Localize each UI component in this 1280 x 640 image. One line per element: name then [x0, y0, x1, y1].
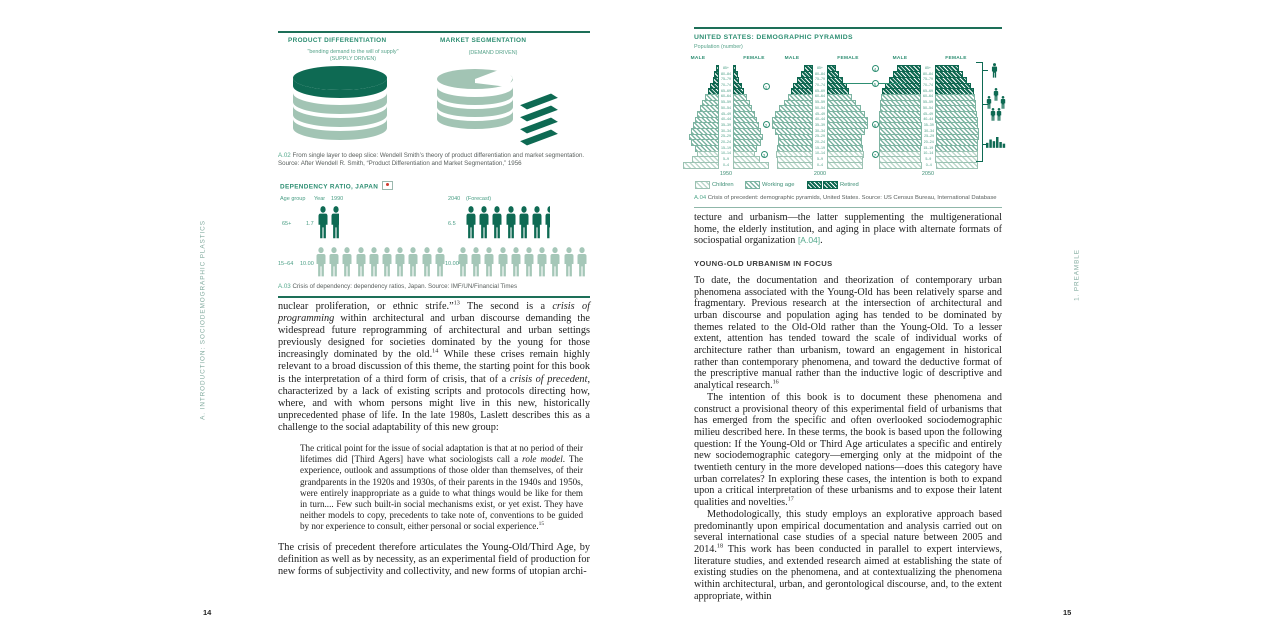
age-group-label: 25–29: [721, 134, 731, 139]
annotation-marker: 5: [872, 80, 879, 87]
legend-item: Retired: [808, 182, 859, 188]
female-bar: [734, 101, 749, 106]
female-bar: [936, 78, 966, 83]
figure-a04: [690, 32, 1002, 212]
right-column: [690, 0, 1002, 640]
age-group-label: 30–34: [815, 128, 825, 133]
col-label: 1990: [331, 196, 344, 202]
pyramid-row: [772, 163, 868, 169]
female-bar: [828, 118, 867, 123]
female-label: FEMALE: [743, 56, 765, 61]
col-label: Age group: [280, 196, 306, 202]
single-person-icon: [991, 63, 998, 78]
person-silhouette-icon: [491, 206, 503, 239]
female-bar: [828, 140, 861, 145]
age-group-label: 55–59: [815, 100, 825, 105]
age-group-label: 65–69: [923, 88, 933, 93]
working-age-swatch: [746, 182, 759, 188]
bracket-line: [982, 62, 983, 162]
female-bar: [734, 84, 741, 89]
row-value: 10.00: [300, 261, 314, 267]
male-bar: [698, 112, 718, 117]
female-bar: [937, 123, 978, 128]
male-bar: [898, 66, 920, 71]
age-group-label: 60–64: [923, 94, 933, 99]
top-rule-left: [278, 31, 590, 33]
person-silhouette-icon: [457, 247, 469, 277]
legend-item: Working age: [746, 182, 794, 188]
age-group-label: 55–59: [923, 100, 933, 105]
male-bar: [883, 89, 920, 94]
female-bar: [828, 66, 835, 71]
female-bar: [937, 135, 978, 140]
female-bar: [734, 146, 756, 151]
male-label: MALE: [892, 56, 908, 61]
male-bar: [880, 129, 921, 134]
page-right: [640, 0, 1280, 640]
age-group-label: 60–64: [721, 94, 731, 99]
female-bar: [936, 72, 962, 77]
female-bar: [936, 84, 970, 89]
figure-caption: [694, 195, 997, 203]
age-group-label: 50–54: [815, 105, 825, 110]
caption-label: A.03: [278, 283, 291, 290]
age-group-label: 65–69: [815, 88, 825, 93]
age-group-label: 50–54: [923, 105, 933, 110]
age-group-label: 60–64: [815, 94, 825, 99]
age-group-label: 35–39: [815, 122, 825, 127]
caption-text: Crisis of dependency: dependency ratios, Japan. Source: IMF/UN/Financial Times: [292, 283, 518, 290]
male-bar: [690, 135, 718, 140]
female-bar: [828, 72, 838, 77]
person-silhouette-icon: [483, 247, 495, 277]
female-bar: [936, 101, 975, 106]
figure-subtitle: (DEMAND DRIVEN): [468, 50, 518, 56]
left-column: [278, 0, 590, 640]
male-label: MALE: [690, 56, 706, 61]
female-label: FEMALE: [945, 56, 967, 61]
person-silhouette-icon: [505, 206, 517, 239]
person-silhouette-icon: [523, 247, 535, 277]
figure-title: MARKET SEGMENTATION: [440, 37, 527, 44]
col-label: 2040: [448, 196, 461, 202]
row-label: 65+: [282, 221, 292, 227]
male-bar: [692, 140, 718, 145]
bracket-tick: [976, 161, 983, 162]
age-group-label: 10–14: [815, 151, 825, 156]
male-bar: [776, 112, 812, 117]
male-bar: [890, 78, 920, 83]
person-silhouette-icon: [381, 247, 393, 277]
row-value: 6.5: [448, 221, 456, 227]
pyramid-row: [880, 163, 976, 169]
male-bar: [880, 118, 920, 123]
male-bar: [785, 101, 812, 106]
female-bar: [734, 95, 746, 100]
children-swatch: [696, 182, 709, 188]
female-bar: [828, 135, 861, 140]
age-group-label: 40–44: [815, 117, 825, 122]
female-bar: [828, 152, 863, 157]
female-bar: [734, 66, 735, 71]
age-group-label: 20–24: [815, 139, 825, 144]
age-group-label: 10–14: [923, 151, 934, 156]
person-silhouette-icon: [465, 206, 477, 239]
figure-title: DEPENDENCY RATIO, JAPAN: [280, 181, 393, 191]
people-group-icon: [996, 108, 1002, 121]
age-group-label: 5–9: [817, 157, 823, 161]
figure-bottom-rule: [278, 296, 590, 298]
female-bar: [734, 89, 743, 94]
male-bar: [776, 129, 812, 134]
person-silhouette-icon: [394, 247, 406, 277]
partial-person-silhouette-icon: [330, 206, 338, 239]
male-bar: [798, 78, 812, 83]
male-bar: [703, 101, 718, 106]
female-bar: [828, 106, 860, 111]
male-bar: [886, 84, 920, 89]
col-label: (Forecast): [466, 196, 492, 202]
retired-swatch: [808, 182, 821, 188]
age-group-label: 80–84: [923, 71, 933, 76]
male-bar: [684, 163, 718, 168]
male-bar: [709, 89, 718, 94]
male-bar: [881, 101, 920, 106]
male-bar: [711, 84, 718, 89]
paragraph: To date, the documentation and theorization of contemporary urban phenomena associated with the Young-Old has been relatively sparse and fragmentary. Previous research at the intersection of architectural and urban discourse and population aging has tended to be dominated by themes related to the Old-Old rather than the Young-Old. To a lesser extent, attention has tended toward the scale of individual works of architecture rather than urbanism, toward an engagement in historical rather than contemporary phenomena, and toward the deductive format of the prescriptive manual rather than the inductive logic of descriptive and analytical research.$^{16}$: [694, 274, 1002, 392]
person-silhouette-icon: [317, 206, 329, 239]
female-bar: [936, 106, 975, 111]
male-bar: [880, 123, 921, 128]
age-group-label: 55–59: [721, 100, 731, 105]
female-bar: [734, 135, 762, 140]
male-bar: [779, 135, 812, 140]
block-quote: The critical point for the issue of social adaptation is that at no period of their lifetimes did [Third Agers] have what sociologists call a role model. The experience, outlook and assumptions of those older than themselves, of their grandparents in the 1920s and 1930s, of their parents in the 1940s and 1950s, were entirely inappropriate as a guide to what things would be like for them in turn.... Few such built-in social mechanisms exist, or yet exist. They have neither models to copy, precedents to take note of, conventions to be guided by nor experience to consult, either personal or social experience.$^{15}$: [300, 443, 584, 532]
female-bar: [937, 140, 978, 145]
year-label: 2000: [813, 171, 827, 177]
male-bar: [880, 135, 921, 140]
female-bar: [936, 112, 976, 117]
male-bar: [880, 152, 920, 157]
age-group-label: 75–79: [923, 77, 933, 82]
age-group-label: 5–9: [723, 157, 729, 161]
female-bar: [937, 163, 978, 168]
age-group-label: 45–49: [721, 111, 731, 116]
female-bar: [734, 152, 754, 157]
bracket-tick: [976, 62, 983, 63]
annotation-marker: 2: [763, 121, 770, 128]
female-bar: [936, 152, 976, 157]
age-group-label: 0–4: [925, 162, 932, 167]
person-silhouette-icon: [563, 247, 575, 277]
age-group-label: 35–39: [923, 122, 934, 127]
male-bar: [880, 157, 920, 162]
female-bar: [828, 78, 842, 83]
annotation-marker: 7: [872, 151, 879, 158]
legend: [694, 182, 1002, 192]
demographic-pyramids: [690, 56, 1002, 180]
male-bar: [696, 118, 718, 123]
age-group-label: 30–34: [721, 128, 731, 133]
figure-title: PRODUCT DIFFERENTIATION: [288, 37, 387, 44]
female-bar: [734, 78, 738, 83]
female-bar: [828, 129, 864, 134]
male-bar: [805, 66, 812, 71]
age-group-label: 70–74: [923, 83, 933, 88]
chapter-side-label: A. INTRODUCTION: SOCIODEMOGRAPHIC PLASTICS: [199, 220, 207, 420]
female-bar: [734, 118, 756, 123]
pictogram-group-1564-1990: [315, 247, 447, 277]
female-bar: [734, 123, 758, 128]
age-group-label: 40–44: [721, 117, 731, 122]
page-number-left: 14: [203, 608, 212, 617]
paragraph: Methodologically, this study employs an explorative approach based predominantly upon empirical documentation and analysis carried out on several international case studies of a special nature between 2005 and 2014.18 This work has been conducted in parallel to expert interviews, literature studies, and extended research aimed at establishing the state of existing studies on the phenomena, and at contextualizing the phenomena within architectural, urban, and gerontological discourse, and, to the extent appropriate, within: [694, 508, 1002, 602]
male-bar: [880, 146, 920, 151]
annotation-marker: 6: [872, 121, 879, 128]
female-bar: [734, 129, 760, 134]
year-label: 2050: [921, 171, 935, 177]
male-bar: [802, 72, 812, 77]
age-group-label: 20–24: [721, 139, 731, 144]
annotation-marker: 3: [761, 151, 768, 158]
person-silhouette-icon: [478, 206, 490, 239]
female-bar: [828, 84, 846, 89]
age-group-label: 0–4: [723, 162, 729, 167]
figure-subtitle: "bending demand to the will of supply": [307, 49, 399, 55]
female-bar: [734, 112, 754, 117]
section-heading: YOUNG-OLD URBANISM IN FOCUS: [694, 259, 833, 269]
person-silhouette-icon: [315, 247, 327, 277]
female-bar: [734, 163, 768, 168]
age-group-label: 65–69: [721, 88, 731, 93]
legend-item: Children: [696, 182, 734, 188]
figure-a02: [278, 35, 590, 177]
pictogram-group-65plus-2040: [465, 206, 551, 239]
row-label: 15–64: [278, 261, 294, 267]
person-silhouette-icon: [421, 247, 433, 277]
person-silhouette-icon: [434, 247, 446, 277]
male-bar: [894, 72, 920, 77]
female-bar: [936, 118, 976, 123]
age-group-label: 25–29: [924, 134, 935, 139]
age-group-label: 80–84: [815, 71, 825, 76]
female-bar: [828, 123, 867, 128]
female-label: FEMALE: [837, 56, 859, 61]
male-bar: [692, 129, 718, 134]
age-group-label: 85+: [816, 66, 824, 70]
female-bar: [828, 112, 864, 117]
male-bar: [778, 146, 812, 151]
male-bar: [773, 118, 812, 123]
female-bar: [936, 157, 976, 162]
partial-person-silhouette-icon: [544, 206, 550, 239]
male-bar: [706, 95, 718, 100]
paragraph: The crisis of precedent therefore articulates the Young-Old/Third Age, by definition as well as by necessity, as an experimental field of production for new forms of subjectivity and collectivity, and new forms of utopian archi-: [278, 541, 590, 577]
age-group-label: 35–39: [721, 122, 731, 127]
male-bar: [777, 152, 812, 157]
age-group-label: 50–54: [721, 105, 731, 110]
age-group-label: 80–84: [721, 71, 731, 76]
paragraph: tecture and urbanism—the latter supplementing the multigenerational home, the elderly institution, and aging in place with alternate formats of sociospatial organization [A.04].: [694, 212, 1002, 247]
male-bar: [693, 157, 718, 162]
caption-text: From single layer to deep slice: Wendell Smith’s theory of product differentiation and market segmentation. Source: After Wendell R. Smith, “Product Differentiation and Market Segmentation,” 1956: [278, 152, 585, 167]
person-silhouette-icon: [518, 206, 530, 239]
female-bar: [937, 129, 978, 134]
male-bar: [701, 106, 718, 111]
female-bar: [828, 101, 855, 106]
age-group-label: 70–74: [815, 83, 825, 88]
age-group-label: 20–24: [923, 139, 934, 144]
caption-label: A.04: [694, 195, 707, 201]
person-silhouette-icon: [576, 247, 588, 277]
male-bar: [779, 140, 812, 145]
age-group-label: 10–14: [721, 151, 731, 156]
page-number-right: 15: [1063, 608, 1072, 617]
female-bar: [734, 140, 760, 145]
female-bar: [828, 163, 862, 168]
male-bar: [778, 157, 812, 162]
japan-flag-icon: [382, 181, 393, 190]
male-bar: [694, 123, 718, 128]
male-bar: [778, 163, 812, 168]
year-label: 1950: [719, 171, 733, 177]
female-bar: [936, 146, 976, 151]
male-bar: [789, 95, 812, 100]
retired-swatch: [824, 182, 837, 188]
age-group-label: 45–49: [815, 111, 825, 116]
person-silhouette-icon: [355, 247, 367, 277]
person-silhouette-icon: [531, 206, 543, 239]
paragraph: nuclear proliferation, or ethnic strife.”$^{13}$ The second is a crisis of programming within architectural and urban discourse demanding the widespread future reprogramming of architectural and urban settings previously designed for societies dominated by the young for those increasingly dominated by the old.$^{14}$ While these crises remain highly relevant to a broad discussion of this theme, the starting point for this book is the interpretation of a third form of crisis, that of a crisis of precedent, characterized by a lack of existing scripts and protocols directing how, where, and with whom persons might live in this new, historically unprecedented phase of life. In the late 1980s, Laslett describes this as a challenge to the social adaptability of this new group:: [278, 299, 591, 433]
age-group-label: 45–49: [923, 111, 933, 116]
body-text-left: [278, 301, 590, 578]
person-silhouette-icon: [407, 247, 419, 277]
female-bar: [936, 95, 974, 100]
female-bar: [936, 89, 973, 94]
age-group-label: 15–19: [923, 145, 934, 150]
person-silhouette-icon: [497, 247, 509, 277]
figure-a03: [278, 179, 590, 301]
age-group-label: 75–79: [815, 77, 825, 82]
female-bar: [936, 66, 958, 71]
row-value: 10.00: [445, 261, 459, 267]
male-bar: [881, 106, 920, 111]
pictogram-group-1564-2040: [457, 247, 589, 277]
age-group-label: 5–9: [925, 157, 932, 161]
bracket-tick: [982, 70, 988, 71]
female-bar: [828, 146, 862, 151]
male-bar: [880, 112, 920, 117]
paragraph: The intention of this book is to document these phenomena and construct a provisional theory of this experimental field of urbanisms that has emerged from the specific and often overlooked sociodemographic milieu described here. In these terms, the book is based upon the following question: If the Young-Old or Third Age articulates a specific and entirely new sociodemographic category—emerging only at the midpoint of the twentieth century in the more developed nations—does this category have urban correlates? In exploring these cases, the intention is both to expand upon a critical interpretation of these urbanisms and to expose their latent qualities and novelties.$^{17}$: [694, 391, 1002, 509]
person-silhouette-icon: [470, 247, 482, 277]
age-group-label: 40–44: [923, 117, 934, 122]
male-bar: [792, 89, 812, 94]
figure-caption: [278, 152, 590, 167]
female-bar: [734, 157, 759, 162]
person-silhouette-icon: [368, 247, 380, 277]
person-silhouette-icon: [341, 247, 353, 277]
age-group-label: 70–74: [721, 83, 731, 88]
annotation-marker: 4: [872, 65, 879, 72]
cylinder-diagram: [278, 65, 590, 147]
person-silhouette-icon: [510, 247, 522, 277]
age-group-label: 30–34: [924, 128, 935, 133]
caption-label: A.02: [278, 152, 291, 159]
person-silhouette-icon: [549, 247, 561, 277]
age-group-label: 85+: [722, 66, 730, 70]
male-bar: [780, 106, 812, 111]
person-silhouette-icon: [536, 247, 548, 277]
pyramid-row: [678, 163, 774, 169]
male-bar: [880, 163, 921, 168]
female-bar: [734, 72, 737, 77]
annotation-marker: 1: [763, 83, 770, 90]
figure-caption: [278, 283, 517, 291]
female-bar: [828, 95, 851, 100]
age-group-label: 25–29: [815, 134, 825, 139]
age-group-label: 75–79: [721, 77, 731, 82]
people-group-icon: [993, 88, 999, 101]
male-bar: [794, 84, 812, 89]
row-value: 1.7: [306, 221, 314, 227]
age-group-label: 0–4: [817, 162, 823, 167]
chapter-side-label: 1. PREAMBLE: [1073, 249, 1081, 301]
population-bars-icon: [986, 136, 1006, 148]
female-bar: [828, 157, 862, 162]
body-text-right: [694, 212, 1002, 603]
female-bar: [734, 106, 751, 111]
top-rule-right: [694, 27, 1002, 29]
male-bar: [882, 95, 920, 100]
male-bar: [696, 146, 718, 151]
age-group-label: 85+: [924, 66, 932, 70]
age-group-label: 15–19: [721, 145, 731, 150]
person-silhouette-icon: [328, 247, 340, 277]
male-bar: [880, 140, 921, 145]
figure-subtitle: (SUPPLY DRIVEN): [329, 56, 377, 62]
figure-subtitle: Population (number): [694, 44, 743, 50]
figure-bottom-rule: [694, 207, 1002, 208]
male-bar: [698, 152, 718, 157]
male-label: MALE: [784, 56, 800, 61]
male-bar: [773, 123, 812, 128]
figure-title: UNITED STATES: DEMOGRAPHIC PYRAMIDS: [694, 34, 853, 41]
pictogram-group-65plus-1990: [317, 206, 340, 239]
age-group-label: 15–19: [815, 145, 825, 150]
col-label: Year: [314, 196, 326, 202]
female-bar: [828, 89, 848, 94]
caption-text: Crisis of precedent: demographic pyramids, United States. Source: US Census Bureau, International Database: [707, 195, 997, 201]
